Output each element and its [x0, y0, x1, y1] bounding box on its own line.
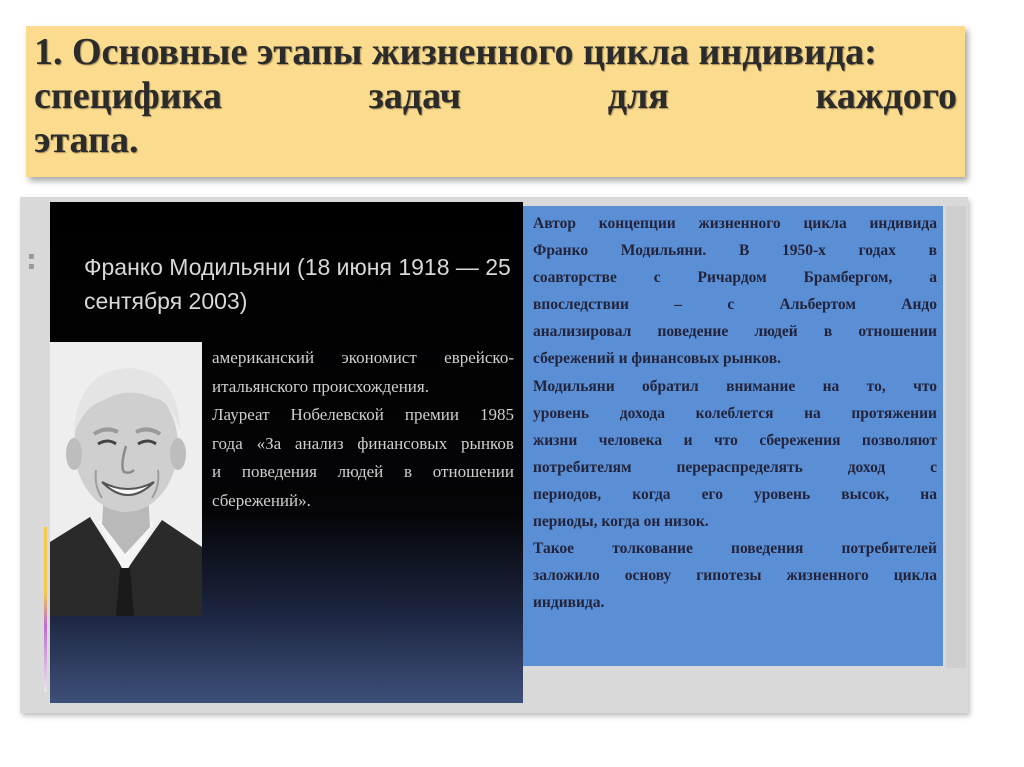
portrait-illustration: [50, 342, 202, 616]
description-word: в: [823, 323, 833, 341]
bio-word: Лауреат: [212, 405, 270, 424]
description-line: индивида.: [533, 594, 605, 612]
description-word: позволяют: [861, 431, 937, 449]
bio-word: финансовых: [357, 433, 448, 453]
description-word: концепции: [598, 215, 676, 232]
title-line-1: 1. Основные этапы жизненного цикла индивида:: [34, 31, 877, 73]
bio-word: отношении: [432, 462, 514, 481]
bottom-strip: [523, 668, 966, 704]
bio-line: итальянского происхождения.: [212, 376, 429, 396]
bio-word: рынков: [461, 433, 514, 453]
description-line: [533, 210, 937, 237]
title-word: специфика: [34, 75, 222, 117]
description-word: с: [930, 458, 937, 476]
description-word: человека: [598, 431, 663, 449]
bio-word: поведения: [241, 462, 317, 481]
description-line: периоды, когда он низок.: [533, 513, 709, 531]
description-line: [533, 373, 937, 400]
title-word: задач: [368, 75, 462, 117]
description-word: и: [683, 431, 693, 449]
description-word: потребителям: [533, 458, 632, 476]
description-word: отношении: [858, 323, 937, 341]
bio-word: 1985: [480, 405, 514, 424]
description-word: поведение: [657, 323, 729, 341]
embedded-slide: [50, 202, 523, 703]
description-word: Ричардом: [697, 269, 767, 287]
description-word: с: [727, 296, 735, 314]
description-line: сбережений и финансовых рынков.: [533, 350, 781, 368]
description-word: поведения: [731, 540, 804, 558]
description-word: периодов,: [533, 485, 602, 503]
description-word: заложило: [533, 567, 600, 585]
description-word: основу: [624, 567, 672, 585]
bio-word: анализ: [294, 433, 344, 453]
description-word: Андо: [901, 296, 937, 314]
bio-word: людей: [337, 462, 384, 481]
bio-word: еврейско-: [444, 348, 514, 367]
slide-marker-icon: ▪ ▪: [28, 251, 35, 272]
bio-line: [212, 401, 514, 430]
description-word: Франко: [533, 242, 589, 260]
description-line: [533, 264, 937, 291]
bio-word: американский: [212, 348, 315, 367]
description-line: [533, 400, 937, 427]
gray-strip: [946, 206, 966, 668]
description-word: индивида: [869, 215, 937, 232]
description-word: толкование: [612, 540, 693, 558]
description-line: [533, 454, 937, 481]
description-word: Альбертом: [779, 296, 856, 314]
description-word: перераспределять: [676, 458, 803, 476]
description-word: Автор: [533, 215, 576, 232]
description-word: его: [701, 485, 723, 503]
bio-word: в: [404, 462, 413, 481]
description-word: сбережения: [759, 431, 841, 449]
description-word: что: [713, 431, 738, 449]
description-word: Брамбергом,: [803, 269, 893, 287]
description-line: [533, 237, 937, 264]
description-word: 1950-х: [782, 242, 826, 260]
description-word: колеблется: [695, 404, 774, 422]
description-word: с: [653, 269, 661, 287]
description-word: Модильяни: [533, 377, 615, 395]
description-word: уровень: [533, 404, 590, 422]
description-line: [533, 318, 937, 345]
description-word: протяжении: [851, 404, 937, 422]
bio-line: [212, 344, 514, 373]
description-word: обратил: [642, 377, 699, 395]
description-word: жизненного: [786, 567, 869, 585]
description-word: дохода: [619, 404, 665, 422]
description-word: годах: [858, 242, 896, 260]
title-line-2: [34, 74, 957, 118]
description-word: доход: [847, 458, 886, 476]
description-word: в: [928, 242, 937, 260]
description-word: на: [804, 404, 821, 422]
bio-line: сбережений».: [212, 490, 311, 510]
description-word: соавторстве: [533, 269, 617, 287]
description-word: Такое: [533, 540, 575, 558]
description-word: что: [913, 377, 937, 395]
bio-line: [212, 430, 514, 459]
bio-word: «За: [256, 433, 282, 453]
bio-word: года: [212, 433, 243, 453]
description-word: цикла: [803, 215, 847, 232]
description-line: [533, 427, 937, 454]
description-word: гипотезы: [696, 567, 762, 585]
description-word: анализировал: [533, 323, 632, 341]
title-word: каждого: [815, 75, 957, 117]
description-word: жизни: [533, 431, 578, 449]
bio-text: [212, 344, 514, 515]
bio-line: [212, 458, 514, 487]
description-line: [533, 535, 937, 562]
description-word: на: [920, 485, 937, 503]
description-word: внимание: [726, 377, 796, 395]
description-word: жизненного: [698, 215, 781, 232]
description-word: людей: [754, 323, 798, 341]
accent-line: [44, 527, 47, 692]
description-word: –: [674, 296, 682, 314]
description-word: В: [738, 242, 750, 260]
description-word: на: [822, 377, 840, 395]
description-line: [533, 291, 937, 318]
description-word: Модильяни.: [620, 242, 707, 260]
description-word: уровень: [754, 485, 811, 503]
description-line: [533, 562, 937, 589]
description-word: а: [929, 269, 937, 287]
description-word: когда: [632, 485, 671, 503]
bio-word: премии: [404, 405, 459, 424]
description-word: то,: [866, 377, 886, 395]
description-box: [523, 206, 943, 666]
bio-word: и: [212, 462, 222, 481]
bio-word: экономист: [341, 348, 417, 367]
portrait-photo: [50, 342, 202, 616]
description-word: цикла: [893, 567, 937, 585]
title-line-3: этапа.: [34, 119, 139, 161]
bio-word: Нобелевской: [290, 405, 384, 424]
person-name-heading: Франко Модильяни (18 июня 1918 — 25 сентября 2003): [84, 254, 511, 314]
description-line: [533, 481, 937, 508]
title-banner: [26, 26, 965, 177]
description-word: высок,: [841, 485, 890, 503]
description-word: потребителей: [841, 540, 937, 558]
title-word: для: [607, 75, 669, 117]
description-word: впоследствии: [533, 296, 629, 314]
